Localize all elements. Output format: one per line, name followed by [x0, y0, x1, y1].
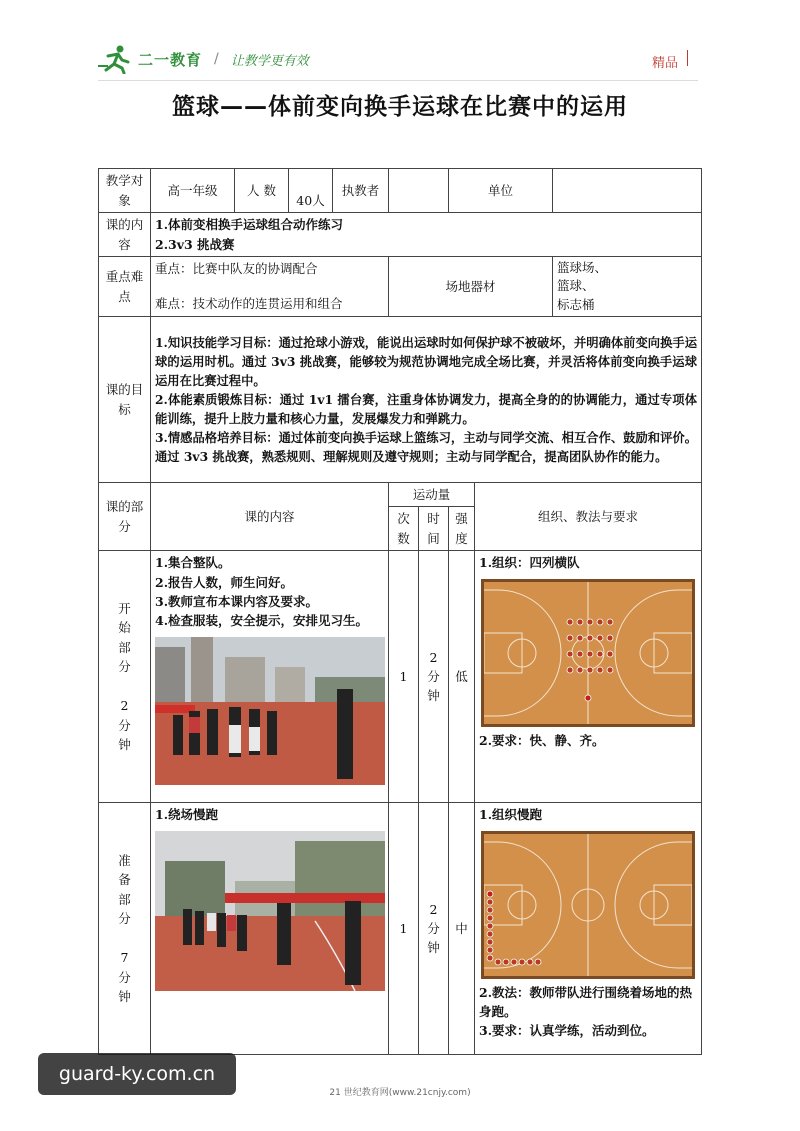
student-marker	[495, 959, 501, 965]
student-marker	[607, 667, 613, 673]
time-col-label: 时间	[419, 507, 449, 551]
court-diagram-jogging	[481, 831, 695, 979]
student-marker	[567, 635, 573, 641]
load-label: 运动量	[389, 483, 475, 507]
student-marker	[587, 651, 593, 657]
goals-label: 课的目标	[99, 317, 151, 483]
logo	[98, 44, 309, 74]
page-header	[98, 44, 688, 78]
student-marker	[535, 959, 541, 965]
section-item: 1.集合整队。	[155, 555, 231, 571]
student-marker	[577, 619, 583, 625]
student-marker	[487, 915, 493, 921]
section-intensity: 低	[449, 551, 475, 803]
org-note: 3.要求：认真学练，活动到位。	[479, 1023, 655, 1039]
equipment-item: 篮球场、	[557, 260, 608, 276]
student-marker	[587, 667, 593, 673]
student-marker	[503, 959, 509, 965]
target-label: 教学对象	[99, 169, 151, 213]
count-value: 40人	[289, 169, 333, 213]
student-marker	[487, 939, 493, 945]
section-item: 3.教师宣布本课内容及要求。	[155, 593, 319, 609]
goals-row	[99, 317, 702, 483]
student-marker	[567, 667, 573, 673]
student-marker	[607, 651, 613, 657]
student-marker	[597, 635, 603, 641]
section-content	[151, 551, 389, 803]
section-part-label: 准 备 部 分 7 分 钟	[99, 803, 151, 1055]
goal-item: 2.体能素质锻炼目标：通过 1v1 擂台赛，注重身体协调发力，提高全身的的协调能力，通过专项体能训练，提升上肢力量和核心力量，发展爆发力和弹跳力。	[155, 391, 698, 427]
student-marker	[577, 651, 583, 657]
badge-divider	[687, 50, 688, 66]
student-marker	[587, 635, 593, 641]
student-marker	[597, 651, 603, 657]
section-item: 4.检查服装，安全提示，安排见习生。	[155, 613, 369, 629]
student-marker	[511, 959, 517, 965]
student-marker	[527, 959, 533, 965]
logo-separator: /	[214, 51, 219, 67]
section-org	[475, 551, 702, 803]
section-org	[475, 803, 702, 1055]
assembly-photo	[155, 637, 385, 785]
runner-logo-icon	[98, 44, 132, 74]
org-title: 1.组织：四列横队	[479, 555, 580, 571]
content-line: 2.3v3 挑战赛	[155, 236, 235, 252]
info-row	[99, 169, 702, 213]
teacher-value	[389, 169, 449, 213]
content-label: 课的内容	[99, 213, 151, 257]
teacher-label: 执教者	[333, 169, 389, 213]
student-marker	[487, 947, 493, 953]
student-marker	[607, 635, 613, 641]
part-label: 课的部分	[99, 483, 151, 551]
equipment-item: 标志桶	[557, 296, 595, 312]
student-marker	[567, 651, 573, 657]
schedule-content-label: 课的内容	[151, 483, 389, 551]
page-footer: 21 世纪教育网(www.21cnjy.com)	[329, 1088, 471, 1098]
lesson-plan-table	[98, 168, 702, 1055]
student-marker	[587, 619, 593, 625]
student-marker	[597, 667, 603, 673]
header-divider	[98, 80, 698, 81]
student-marker	[487, 955, 493, 961]
goal-item: 1.知识技能学习目标：通过抢球小游戏，能说出运球时如何保护球不被破坏，并明确体前变向换手运球的运用时机。通过 3v3 挑战赛，能够较为规范协调地完成全场比赛，并灵活将体前变向换手运球运用在比赛过程中。	[155, 334, 698, 388]
section-intensity: 中	[449, 803, 475, 1055]
org-note: 2.教法：教师带队进行围绕着场地的热身跑。	[479, 984, 693, 1019]
key-row	[99, 257, 702, 317]
page-title: 篮球——体前变向换手运球在比赛中的运用	[172, 94, 628, 120]
section-count: 1	[389, 803, 419, 1055]
difficulty-text: 难点：技术动作的连贯运用和组合	[155, 296, 343, 312]
content-cell	[151, 213, 702, 257]
org-label: 组织、教法与要求	[475, 483, 702, 551]
count-label: 人 数	[235, 169, 289, 213]
intensity-col-label: 强度	[449, 507, 475, 551]
goal-item: 3.情感品格培养目标：通过体前变向换手运球上篮练习，主动与同学交流、相互合作、鼓励和评价。通过 3v3 挑战赛，熟悉规则、理解规则及遵守规则；主动与同学配合，提高团队协作的能力。	[155, 430, 698, 465]
section-start-row	[99, 551, 702, 803]
unit-value	[553, 169, 702, 213]
student-marker	[567, 619, 573, 625]
content-line: 1.体前变相换手运球组合动作练习	[155, 217, 344, 233]
schedule-header-row	[99, 483, 702, 507]
venue-label: 场地器材	[389, 257, 553, 317]
teacher-marker	[487, 891, 493, 897]
section-count: 1	[389, 551, 419, 803]
teacher-marker	[585, 695, 591, 701]
section-time: 2 分 钟	[419, 803, 449, 1055]
logo-slogan: 让教学更有效	[230, 53, 309, 69]
student-marker	[607, 619, 613, 625]
unit-label: 单位	[449, 169, 553, 213]
key-label: 重点难点	[99, 257, 151, 317]
jogging-photo	[155, 831, 385, 991]
logo-name: 二一教育	[138, 50, 203, 69]
equipment-cell	[553, 257, 702, 317]
court-diagram-formation	[481, 579, 695, 727]
key-cell	[151, 257, 389, 317]
target-value: 高一年级	[151, 169, 235, 213]
student-marker	[597, 619, 603, 625]
equipment-item: 篮球、	[557, 278, 595, 294]
student-marker	[577, 635, 583, 641]
quality-badge: 精品	[651, 56, 678, 71]
section-item: 2.报告人数，师生问好。	[155, 574, 294, 590]
goals-cell	[151, 317, 702, 483]
section-item: 1.绕场慢跑	[155, 807, 219, 823]
student-marker	[487, 923, 493, 929]
student-marker	[519, 959, 525, 965]
section-content	[151, 803, 389, 1055]
focus-text: 重点：比赛中队友的协调配合	[155, 261, 318, 276]
section-part-label: 开 始 部 分 2 分 钟	[99, 551, 151, 803]
content-row	[99, 213, 702, 257]
student-marker	[487, 931, 493, 937]
org-note: 2.要求：快、静、齐。	[479, 732, 605, 748]
student-marker	[487, 907, 493, 913]
watermark: guard-ky.com.cn	[38, 1053, 236, 1095]
student-marker	[577, 667, 583, 673]
section-time: 2 分 钟	[419, 551, 449, 803]
org-title: 1.组织慢跑	[479, 807, 543, 823]
section-warmup-row	[99, 803, 702, 1055]
student-marker	[487, 899, 493, 905]
count-col-label: 次数	[389, 507, 419, 551]
